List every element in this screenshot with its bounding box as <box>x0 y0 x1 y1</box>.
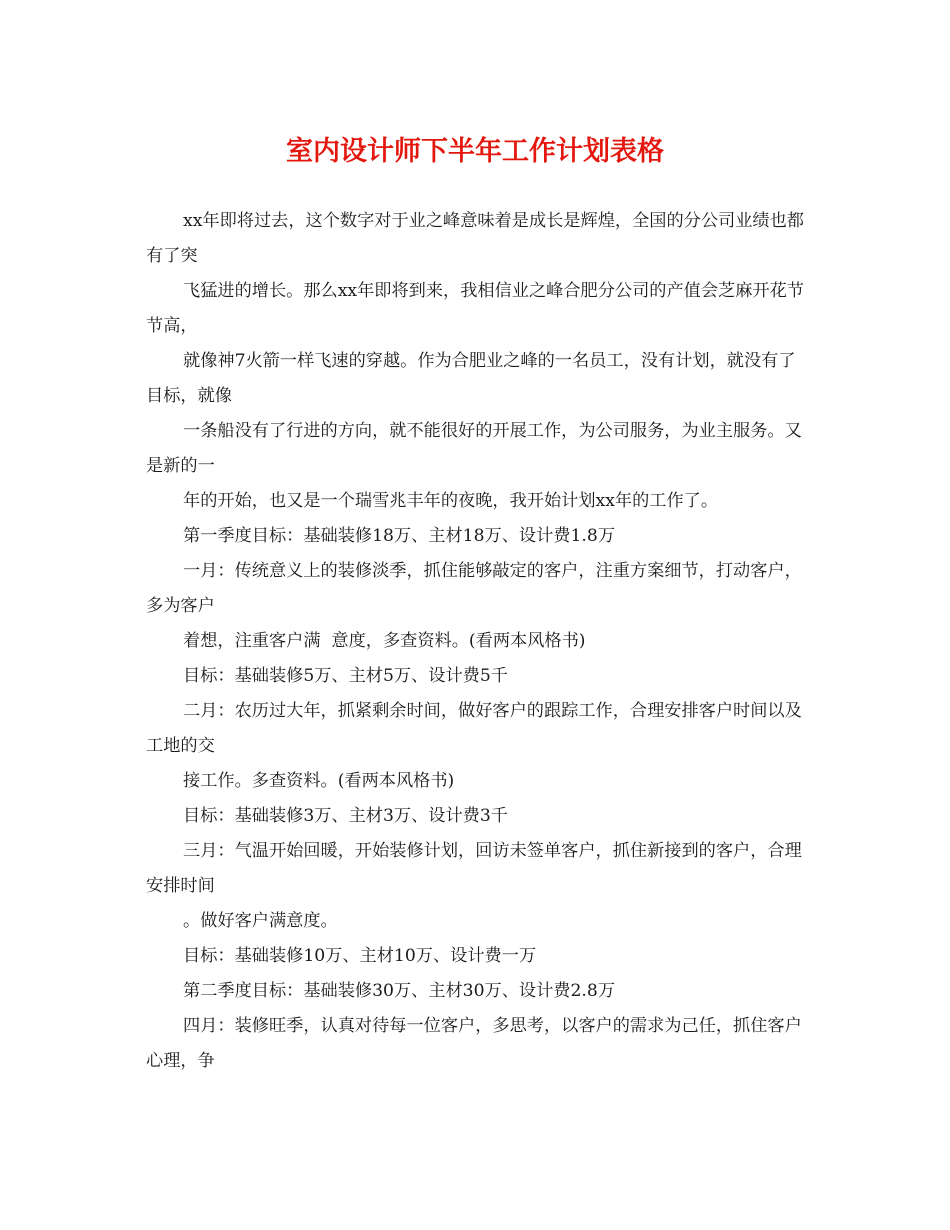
paragraph: 第二季度目标：基础装修30万、主材30万、设计费2.8万 <box>183 981 616 1001</box>
paragraph: 接工作。多查资料。(看两本风格书) <box>183 771 455 791</box>
paragraph: 目标：基础装修10万、主材10万、设计费一万 <box>183 946 537 966</box>
paragraph: 第一季度目标：基础装修18万、主材18万、设计费1.8万 <box>183 526 616 546</box>
paragraph: 。做好客户满意度。 <box>183 911 338 931</box>
paragraph: 二月：农历过大年，抓紧剩余时间，做好客户的跟踪工作，合理安排客户时间以及工地的交 <box>146 701 802 756</box>
paragraph: 就像神7火箭一样飞速的穿越。作为合肥业之峰的一名员工，没有计划，就没有了目标，就像 <box>146 351 796 406</box>
paragraph: xx年即将过去，这个数字对于业之峰意味着是成长是辉煌，全国的分公司业绩也都有了突 <box>146 211 804 266</box>
paragraph: 年的开始，也又是一个瑞雪兆丰年的夜晚，我开始计划xx年的工作了。 <box>183 491 719 511</box>
document-title: 室内设计师下半年工作计划表格 <box>286 136 664 167</box>
document-body <box>146 204 806 1079</box>
paragraph: 目标：基础装修5万、主材5万、设计费5千 <box>183 666 508 686</box>
paragraph: 三月：气温开始回暖，开始装修计划，回访未签单客户，抓住新接到的客户，合理安排时间 <box>146 841 802 896</box>
paragraph: 四月：装修旺季，认真对待每一位客户，多思考，以客户的需求为己任，抓住客户心理，争 <box>146 1016 802 1071</box>
paragraph: 一月：传统意义上的装修淡季，抓住能够敲定的客户，注重方案细节，打动客户，多为客户 <box>146 561 802 616</box>
paragraph: 着想，注重客户满 意度，多查资料。(看两本风格书) <box>183 631 586 651</box>
paragraph: 飞猛进的增长。那么xx年即将到来，我相信业之峰合肥分公司的产值会芝麻开花节节高， <box>146 281 804 336</box>
paragraph: 目标：基础装修3万、主材3万、设计费3千 <box>183 806 508 826</box>
paragraph: 一条船没有了行进的方向，就不能很好的开展工作，为公司服务，为业主服务。又是新的一 <box>146 421 802 476</box>
